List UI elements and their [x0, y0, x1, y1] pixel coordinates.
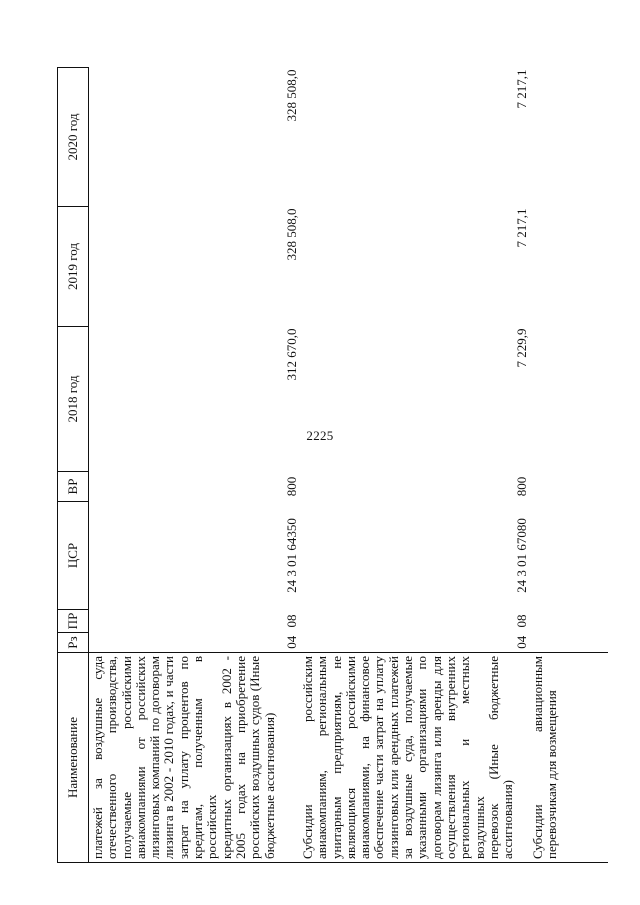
row-csr: 24 3 01 64350 — [283, 518, 299, 593]
name-line: российских воздушных судов (Иные — [247, 656, 263, 859]
name-line: региональных и местных воздушных — [457, 656, 487, 859]
name-line: перевозок (Иные бюджетные — [485, 656, 501, 859]
table-row — [529, 68, 608, 863]
table-row — [299, 68, 529, 863]
name-line: отечественного производства, — [104, 656, 120, 859]
budget-table — [57, 67, 608, 863]
row-name-cell — [529, 653, 608, 863]
name-line: лизинговых или арендных платежей — [385, 656, 401, 859]
header-2018: 2018 год — [58, 327, 89, 472]
name-line: 2005 годах на приобретение — [232, 656, 248, 859]
name-line: лизинга в 2002 - 2010 годах, и части — [161, 656, 177, 859]
name-line: Субсидии российским — [300, 656, 315, 859]
header-rz: Рз — [58, 633, 89, 653]
row-2018: 7 229,9 — [513, 328, 529, 368]
table-header-row — [58, 68, 89, 863]
name-line: Субсидии авиационным — [530, 656, 545, 859]
name-line: авиакомпаниями, на финансовое — [357, 656, 373, 859]
row-2019: 7 217,1 — [513, 208, 529, 248]
name-line: получаемые российскими — [118, 656, 134, 859]
row-2020: 7 217,1 — [513, 69, 529, 109]
name-line: лизинговых компаний по договорам — [147, 656, 163, 859]
row-vr: 800 — [513, 476, 529, 497]
budget-table-sheet — [57, 68, 602, 863]
row-2018: 312 670,0 — [283, 328, 299, 381]
name-line: договорам лизинга или аренды для — [428, 656, 444, 859]
row-name-cell — [89, 653, 300, 863]
name-line: кредитам, полученным в российских — [190, 656, 220, 859]
name-line: ассигнования) — [500, 779, 516, 859]
name-line: унитарным предприятиям, не — [328, 656, 344, 859]
page-number: 2225 — [306, 428, 334, 443]
header-2020: 2020 год — [58, 68, 89, 207]
table-row — [89, 68, 300, 863]
name-line: являющимся российскими — [342, 656, 358, 859]
header-name: Наименование — [58, 653, 89, 863]
name-line: бюджетные ассигнования) — [261, 712, 277, 859]
name-line: указанными организациями по — [414, 656, 430, 859]
name-line: платежей за воздушные суда — [90, 656, 105, 859]
row-2020: 328 508,0 — [283, 69, 299, 122]
name-line: осуществления внутренних — [442, 656, 458, 859]
row-rz: 04 — [283, 635, 299, 649]
row-csr: 24 3 01 67080 — [513, 518, 529, 593]
row-name-cell — [299, 653, 529, 863]
name-line: авиакомпаниями от российских — [132, 656, 148, 859]
row-vr: 800 — [283, 476, 299, 497]
row-2019: 328 508,0 — [283, 208, 299, 261]
header-csr: ЦСР — [58, 502, 89, 610]
name-line: авиакомпаниям, региональным — [314, 656, 330, 859]
header-pr: ПР — [58, 610, 89, 633]
row-rz: 04 — [513, 635, 529, 649]
name-line: кредитных организациях в 2002 - — [218, 656, 234, 859]
name-line: за воздушные суда, получаемые — [400, 656, 416, 859]
name-line: затрат на уплату процентов по — [175, 656, 191, 859]
header-vr: ВР — [58, 472, 89, 502]
row-pr: 08 — [283, 614, 299, 628]
row-pr: 08 — [513, 614, 529, 628]
header-2019: 2019 год — [58, 207, 89, 327]
name-line: обеспечение части затрат на уплату — [371, 656, 387, 859]
name-line: перевозчикам для возмещения — [544, 690, 560, 859]
